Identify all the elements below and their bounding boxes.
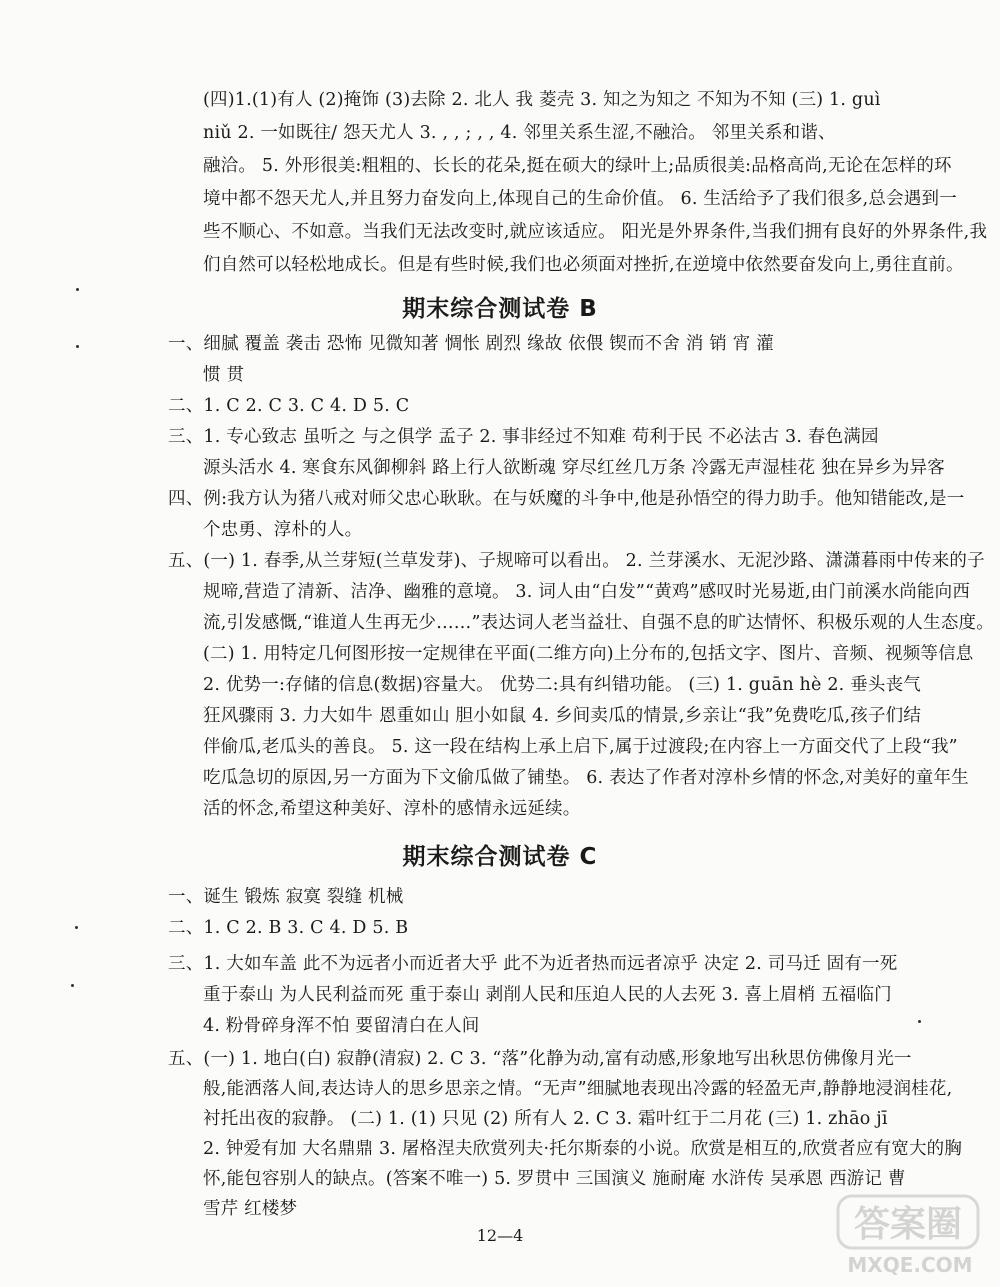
section-a-line-6: 们自然可以轻松地成长。但是有些时候,我们也必须面对挫折,在逆境中依然要奋发向上,勇往直前。 [203,255,964,275]
section-c-line-3: 三、1. 大如车盖 此不为远者小而近者大乎 此不为近者热而远者凉乎 决定 2. 司马迁 固有一死 [168,954,898,974]
section-c-line-8: 衬托出夜的寂静。 (二) 1. (1) 只见 (2) 所有人 2. C 3. 霜叶红于二月花 (三) 1. zhāo jī [203,1109,888,1129]
scan-speck [76,288,79,291]
section-a-line-5: 些不顺心、不如意。当我们无法改变时,就应该适应。 阳光是外界条件,当我们拥有良好的外界条件,我 [203,222,988,242]
section-c-line-1: 一、诞生 锻炼 寂寞 裂缝 机械 [168,887,404,907]
section-b-line-4: 三、1. 专心致志 虽听之 与之俱学 孟子 2. 事非经过不知难 苟利于民 不必法古 3. 春色满园 [168,427,879,447]
section-b-line-10: 流,引发感慨,“谁道人生再无少……”表达词人老当益壮、自强不息的旷达情怀、积极乐观的人生态度。 [203,613,994,633]
section-c-title: 期末综合测试卷 C [402,844,598,870]
section-a-line-1: (四)1.(1)有人 (2)掩饰 (3)去除 2. 北人 我 菱壳 3. 知之为知之 不知为不知 (三) 1. guì [203,90,881,110]
section-b-line-16: 活的怀念,希望这种美好、淳朴的感情永远延续。 [203,799,581,819]
section-b-line-3: 二、1. C 2. C 3. C 4. D 5. C [168,396,410,416]
watermark-text-url: MXQE.COM [847,1253,973,1277]
section-b-line-12: 2. 优势一:存储的信息(数据)容量大。 优势二:具有纠错功能。 (三) 1. guān hè 2. 垂头丧气 [203,675,921,695]
section-a-line-2: niǔ 2. 一如既往/ 怨天尤人 3. , , ; , , 4. 邻里关系生涩,不融洽。 邻里关系和谐、 [203,123,836,143]
scan-speck [71,984,74,987]
section-c-line-2: 二、1. C 2. B 3. C 4. D 5. B [168,918,409,938]
scan-speck [918,1020,921,1023]
section-a-line-4: 境中都不怨天尤人,并且努力奋发向上,体现自己的生命价值。 6. 生活给予了我们很多,总会遇到一 [203,189,957,209]
section-b-line-2: 惯 贯 [203,365,245,385]
section-c-line-11: 雪芹 红楼梦 [203,1199,298,1219]
section-a-line-3: 融洽。 5. 外形很美:粗粗的、长长的花朵,挺在硕大的绿叶上;品质很美:品格高尚,无论在怎样的环 [203,156,952,176]
section-b-line-11: (二) 1. 用特定几何图形按一定规律在平面(二维方向)上分布的,包括文字、图片、音频、视频等信息 [203,644,974,664]
section-b-line-13: 狂风骤雨 3. 力大如牛 恩重如山 胆小如鼠 4. 乡间卖瓜的情景,乡亲让“我”免费吃瓜,孩子们结 [203,706,922,726]
section-c-line-9: 2. 钟爱有加 大名鼎鼎 3. 屠格涅夫欣赏列夫·托尔斯泰的小说。欣赏是相互的,欣赏者应有宽大的胸 [203,1139,963,1159]
section-c-line-6: 五、(一) 1. 地白(白) 寂静(清寂) 2. C 3. “落”化静为动,富有动感,形象地写出秋思仿佛像月光一 [168,1049,912,1069]
watermark-logo [830,1192,990,1282]
section-b-line-9: 规啼,营造了清新、洁净、幽雅的意境。 3. 词人由“白发”“黄鸡”感叹时光易逝,由门前溪水尚能向西 [203,582,971,602]
scan-speck [75,926,78,929]
scan-speck [76,345,79,348]
section-b-line-6: 四、例:我方认为猪八戒对师父忠心耿耿。在与妖魔的斗争中,他是孙悟空的得力助手。他知错能改,是一 [168,489,965,509]
section-b-line-7: 个忠勇、淳朴的人。 [203,520,363,540]
section-c-line-7: 般,能洒落人间,表达诗人的思乡思亲之情。“无声”细腻地表现出冷露的轻盈无声,静静地浸润桂花, [203,1079,953,1099]
section-c-line-4: 重于泰山 为人民利益而死 重于泰山 剥削人民和压迫人民的人去死 3. 喜上眉梢 五福临门 [203,985,892,1005]
section-b-line-1: 一、细腻 覆盖 袭击 恐怖 见微知著 惆怅 剧烈 缘故 依偎 锲而不舍 消 销 宵 灌 [168,334,774,354]
section-b-line-5: 源头活水 4. 寒食东风御柳斜 路上行人欲断魂 穿尽红丝几万条 冷露无声湿桂花 独在异乡为异客 [203,458,945,478]
section-b-line-8: 五、(一) 1. 春季,从兰芽短(兰草发芽)、子规啼可以看出。 2. 兰芽溪水、无泥沙路、潇潇暮雨中传来的子 [168,551,985,571]
page-number: 12—4 [476,1226,524,1245]
section-b-title: 期末综合测试卷 B [402,296,598,322]
watermark-text-cn: 答案圈 [853,1204,963,1245]
section-b-line-15: 吃瓜急切的原因,另一方面为下文偷瓜做了铺垫。 6. 表达了作者对淳朴乡情的怀念,对美好的童年生 [203,768,969,788]
section-b-line-14: 伴偷瓜,老瓜头的善良。 5. 这一段在结构上承上启下,属于过渡段;在内容上一方面交代了上段“我” [203,737,958,757]
section-c-line-10: 怀,能包容别人的缺点。(答案不唯一) 5. 罗贯中 三国演义 施耐庵 水浒传 吴承恩 西游记 曹 [203,1169,906,1189]
section-c-line-5: 4. 粉骨碎身浑不怕 要留清白在人间 [203,1016,480,1036]
watermark-graphic [830,1192,990,1282]
